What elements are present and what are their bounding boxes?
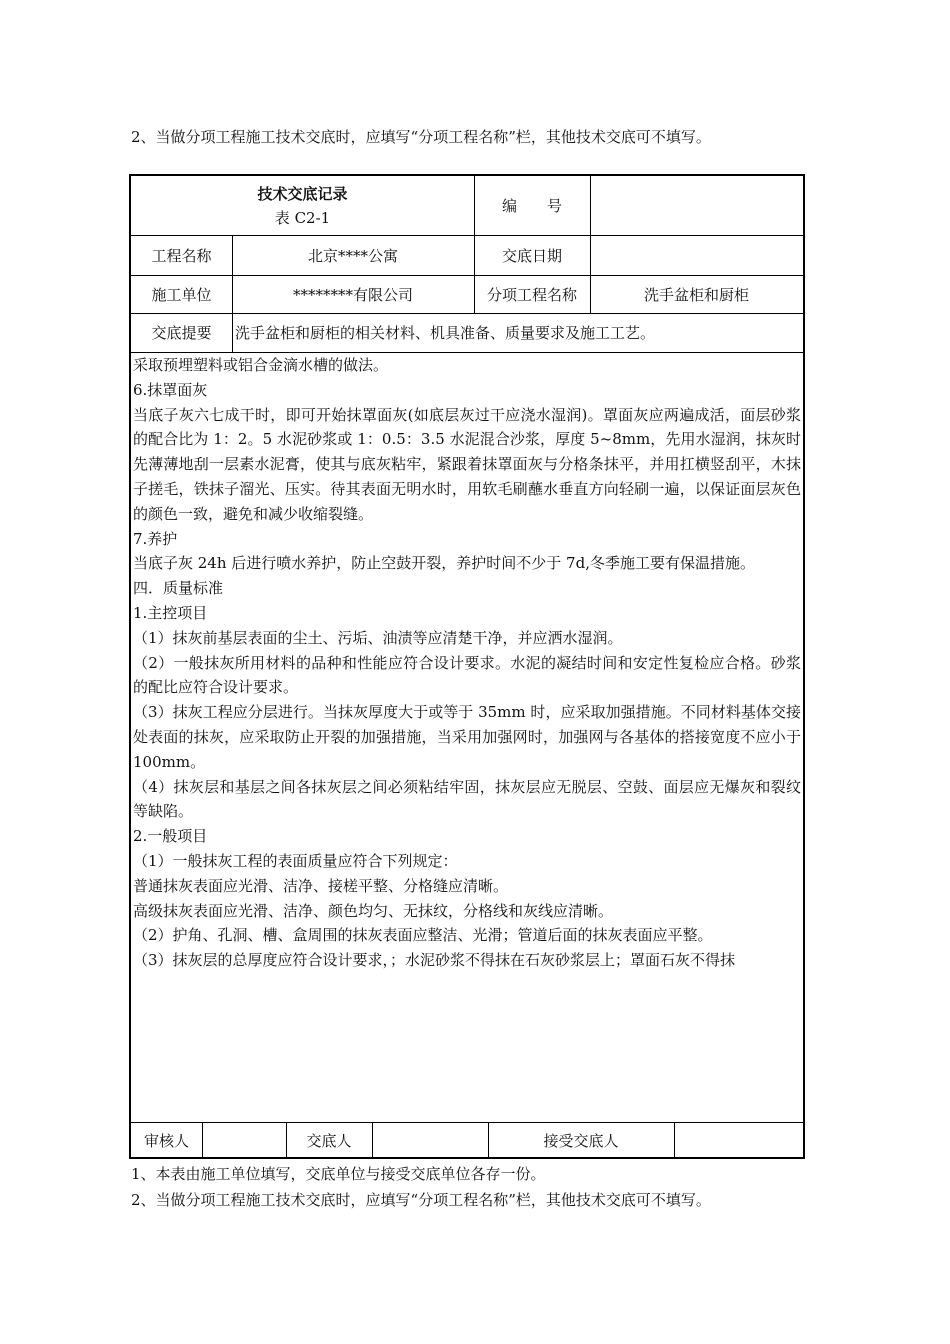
footer-notes <box>131 1161 711 1213</box>
presenter-field[interactable] <box>372 1122 488 1159</box>
content-paragraph: 当底子灰六七成干时，即可开始抹罩面灰(如底层灰过干应浇水湿润)。罩面灰应两遍成活，面层砂浆的配合比为 1：2。5 水泥砂浆或 1：0.5：3.5 水泥混合沙浆，厚度 5~8mm，先用水湿润，抹灰时先薄薄地刮一层素水泥膏，使其与底灰粘牢，紧跟着抹罩面灰与分格条抹平，并用扛横竖刮平，木抹子搓毛，铁抹子溜光、压实。待其表面无明水时，用软毛刷蘸水垂直方向轻刷一遍，以保证面层灰色的颜色一致，避免和减少收缩裂缝。 <box>133 405 801 523</box>
content-heading: 四．质量标准 <box>133 579 224 598</box>
content-paragraph: （2）护角、孔洞、槽、盒周围的抹灰表面应整洁、光滑；管道后面的抹灰表面应平整。 <box>133 926 713 945</box>
project-name-label: 工程名称 <box>151 246 212 265</box>
disclosure-date-label: 交底日期 <box>501 246 562 265</box>
construction-unit-label: 施工单位 <box>151 285 212 304</box>
footer-note: 1、本表由施工单位填写，交底单位与接受交底单位各存一份。 <box>131 1165 546 1183</box>
content-heading: 6.抹罩面灰 <box>133 380 208 399</box>
summary-label: 交底提要 <box>151 324 212 342</box>
footer-note: 2、当做分项工程施工技术交底时，应填写“分项工程名称”栏，其他技术交底可不填写。 <box>131 1191 711 1209</box>
presenter-label: 交底人 <box>306 1132 352 1150</box>
subitem-name-label: 分项工程名称 <box>486 285 577 304</box>
form-number: 表 C2-1 <box>274 208 331 227</box>
content-heading: 1.主控项目 <box>133 603 208 622</box>
reviewer-label: 审核人 <box>143 1132 189 1150</box>
content-heading: 7.养护 <box>133 529 178 548</box>
subitem-name-value[interactable]: 洗手盆柜和厨柜 <box>643 285 749 304</box>
content-paragraph: （2）一般抹灰所用材料的品种和性能应符合设计要求。水泥的凝结时间和安定性复检应合格。砂浆的配比应符合设计要求。 <box>133 653 801 697</box>
top-note: 2、当做分项工程施工技术交底时，应填写“分项工程名称”栏，其他技术交底可不填写。 <box>131 128 711 146</box>
serial-number-label: 编 号 <box>501 197 562 215</box>
content-line: 采取预埋塑料或铝合金滴水槽的做法。 <box>133 356 389 374</box>
form-title-block <box>131 176 474 235</box>
summary-value[interactable]: 洗手盆柜和厨柜的相关材料、机具准备、质量要求及施工工艺。 <box>235 324 656 342</box>
content-paragraph: （4）抹灰层和基层之间各抹灰层之间必须粘结牢固，抹灰层应无脱层、空鼓、面层应无爆灰和裂纹等缺陷。 <box>133 777 801 821</box>
reviewer-field[interactable] <box>202 1122 286 1159</box>
receiver-field[interactable] <box>674 1122 803 1159</box>
disclosure-content <box>131 353 803 973</box>
content-paragraph: （1）抹灰前基层表面的尘土、污垢、油渍等应清楚干净，并应洒水湿润。 <box>133 628 623 647</box>
tech-disclosure-form <box>129 174 805 1159</box>
content-paragraph: （1）一般抹灰工程的表面质量应符合下列规定： <box>133 851 458 870</box>
disclosure-date-field[interactable] <box>590 235 803 275</box>
form-title: 技术交底记录 <box>257 184 348 203</box>
content-paragraph: 高级抹灰表面应光滑、洁净、颜色均匀、无抹纹，分格线和灰线应清晰。 <box>133 901 614 920</box>
content-paragraph: （3）抹灰层的总厚度应符合设计要求，；水泥砂浆不得抹在石灰砂浆层上；罩面石灰不得抹 <box>133 951 736 970</box>
content-paragraph: 普通抹灰表面应光滑、洁净、接槎平整、分格缝应清晰。 <box>133 876 509 895</box>
content-paragraph: 当底子灰 24h 后进行喷水养护，防止空鼓开裂，养护时间不少于 7d,冬季施工要有保温措施。 <box>133 554 755 573</box>
project-name-value[interactable]: 北京****公寓 <box>307 246 398 265</box>
content-heading: 2.一般项目 <box>133 827 208 846</box>
content-paragraph: （3）抹灰工程应分层进行。当抹灰厚度大于或等于 35mm 时，应采取加强措施。不同材料基体交接处表面的抹灰，应采取防止开裂的加强措施，当采用加强网时，加强网与各基体的搭接宽度不应小于 100mm。 <box>133 703 801 771</box>
construction-unit-value[interactable]: ********有限公司 <box>292 285 413 304</box>
receiver-label: 接受交底人 <box>543 1132 619 1150</box>
serial-number-field[interactable] <box>590 176 803 235</box>
